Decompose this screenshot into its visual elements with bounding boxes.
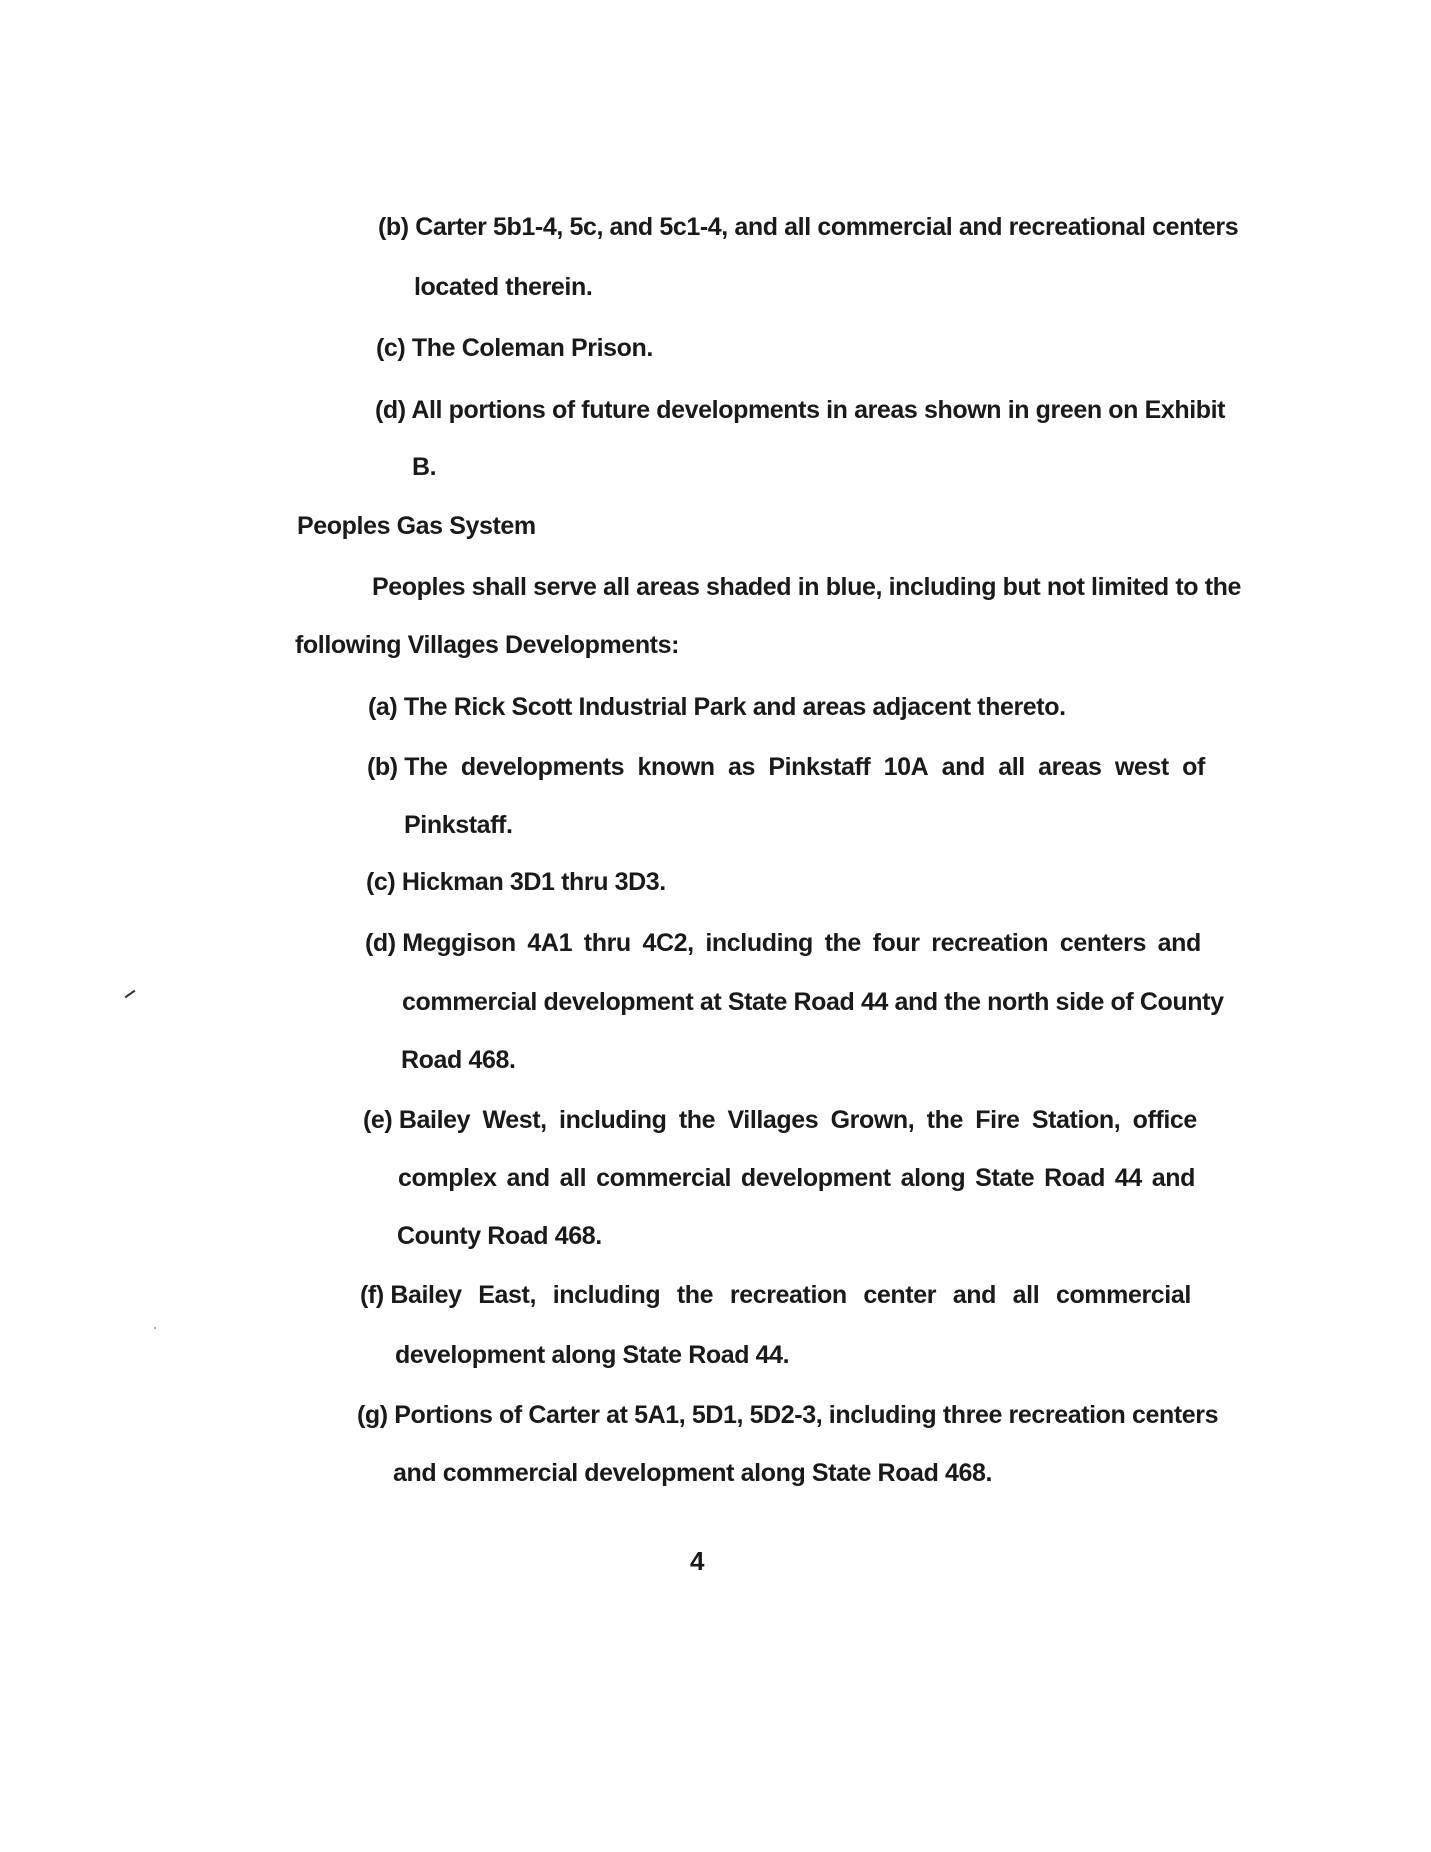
word: commercial <box>1055 1281 1191 1309</box>
item-d-meggison-line3: Road 468. <box>401 1046 516 1074</box>
word: (e) Bailey <box>363 1106 471 1134</box>
word: 44 <box>1114 1164 1142 1192</box>
word: known <box>637 753 715 781</box>
word: (b) The <box>367 753 448 781</box>
item-b-pinkstaff-line1 <box>367 752 1205 782</box>
word: the <box>678 1106 716 1134</box>
word: centers <box>1059 929 1146 957</box>
word: Villages <box>727 1106 819 1134</box>
word: west <box>1114 753 1169 781</box>
word: West, <box>482 1106 547 1134</box>
word: complex <box>398 1164 497 1192</box>
item-b-carter-line2: located therein. <box>414 273 593 301</box>
intro-line2: following Villages Developments: <box>295 631 680 659</box>
word: East, <box>478 1281 537 1309</box>
item-b-pinkstaff-line2: Pinkstaff. <box>404 811 513 839</box>
word: Road <box>1044 1164 1106 1192</box>
word: Pinkstaff <box>768 753 871 781</box>
word: and <box>1157 929 1201 957</box>
word: and <box>506 1164 550 1192</box>
scan-mark <box>125 990 136 999</box>
intro-line1: Peoples shall serve all areas shaded in blue, including but not limited to the <box>372 573 1241 601</box>
word: including <box>705 929 813 957</box>
item-f-bailey-east-line1 <box>360 1280 1191 1310</box>
word: recreation <box>729 1281 847 1309</box>
item-g-carter-line2: and commercial development along State Road 468. <box>393 1459 993 1487</box>
word: as <box>727 753 755 781</box>
word: all <box>1012 1281 1040 1309</box>
word: and <box>952 1281 996 1309</box>
item-g-carter-line1: (g) Portions of Carter at 5A1, 5D1, 5D2-3, including three recreation centers <box>357 1401 1219 1429</box>
word: including <box>559 1106 667 1134</box>
item-e-bailey-west-line1 <box>363 1105 1197 1135</box>
word: commercial <box>596 1164 732 1192</box>
item-a-rick-scott: (a) The Rick Scott Industrial Park and areas adjacent thereto. <box>368 693 1066 721</box>
word: areas <box>1038 753 1102 781</box>
word: development <box>740 1164 891 1192</box>
word: office <box>1132 1106 1197 1134</box>
word: four <box>872 929 920 957</box>
item-e-bailey-west-line3: County Road 468. <box>397 1222 602 1250</box>
word: 4C2, <box>642 929 694 957</box>
word: of <box>1182 753 1205 781</box>
word: including <box>552 1281 661 1309</box>
page-number: 4 <box>690 1546 705 1576</box>
word: the <box>676 1281 714 1309</box>
item-e-bailey-west-line2 <box>398 1163 1195 1193</box>
word: Fire <box>975 1106 1020 1134</box>
item-d-future-line1: (d) All portions of future developments in areas shown in green on Exhibit <box>375 396 1226 424</box>
item-d-future-line2: B. <box>412 453 437 481</box>
word: State <box>975 1164 1035 1192</box>
item-d-meggison-line2: commercial development at State Road 44 and the north side of County <box>402 988 1224 1016</box>
word: (f) Bailey <box>360 1281 462 1309</box>
word: developments <box>460 753 625 781</box>
scan-dot <box>154 1327 156 1329</box>
word: the <box>824 929 861 957</box>
word: all <box>559 1164 587 1192</box>
word: all <box>998 753 1025 781</box>
word: thru <box>583 929 631 957</box>
item-c-coleman: (c) The Coleman Prison. <box>376 334 653 362</box>
word: the <box>926 1106 963 1134</box>
word: center <box>863 1281 937 1309</box>
word: along <box>900 1164 966 1192</box>
word: and <box>941 753 985 781</box>
word: 10A <box>883 753 929 781</box>
section-heading: Peoples Gas System <box>297 512 536 540</box>
item-f-bailey-east-line2: development along State Road 44. <box>395 1341 790 1369</box>
item-b-carter-line1: (b) Carter 5b1-4, 5c, and 5c1-4, and all commercial and recreational centers <box>378 213 1239 241</box>
word: recreation <box>931 929 1049 957</box>
word: Grown, <box>830 1106 915 1134</box>
item-c-hickman: (c) Hickman 3D1 thru 3D3. <box>366 868 666 896</box>
word: and <box>1151 1164 1195 1192</box>
word: Station, <box>1031 1106 1121 1134</box>
item-d-meggison-line1 <box>365 928 1201 958</box>
word: 4A1 <box>527 929 573 957</box>
word: (d) Meggison <box>365 929 516 957</box>
